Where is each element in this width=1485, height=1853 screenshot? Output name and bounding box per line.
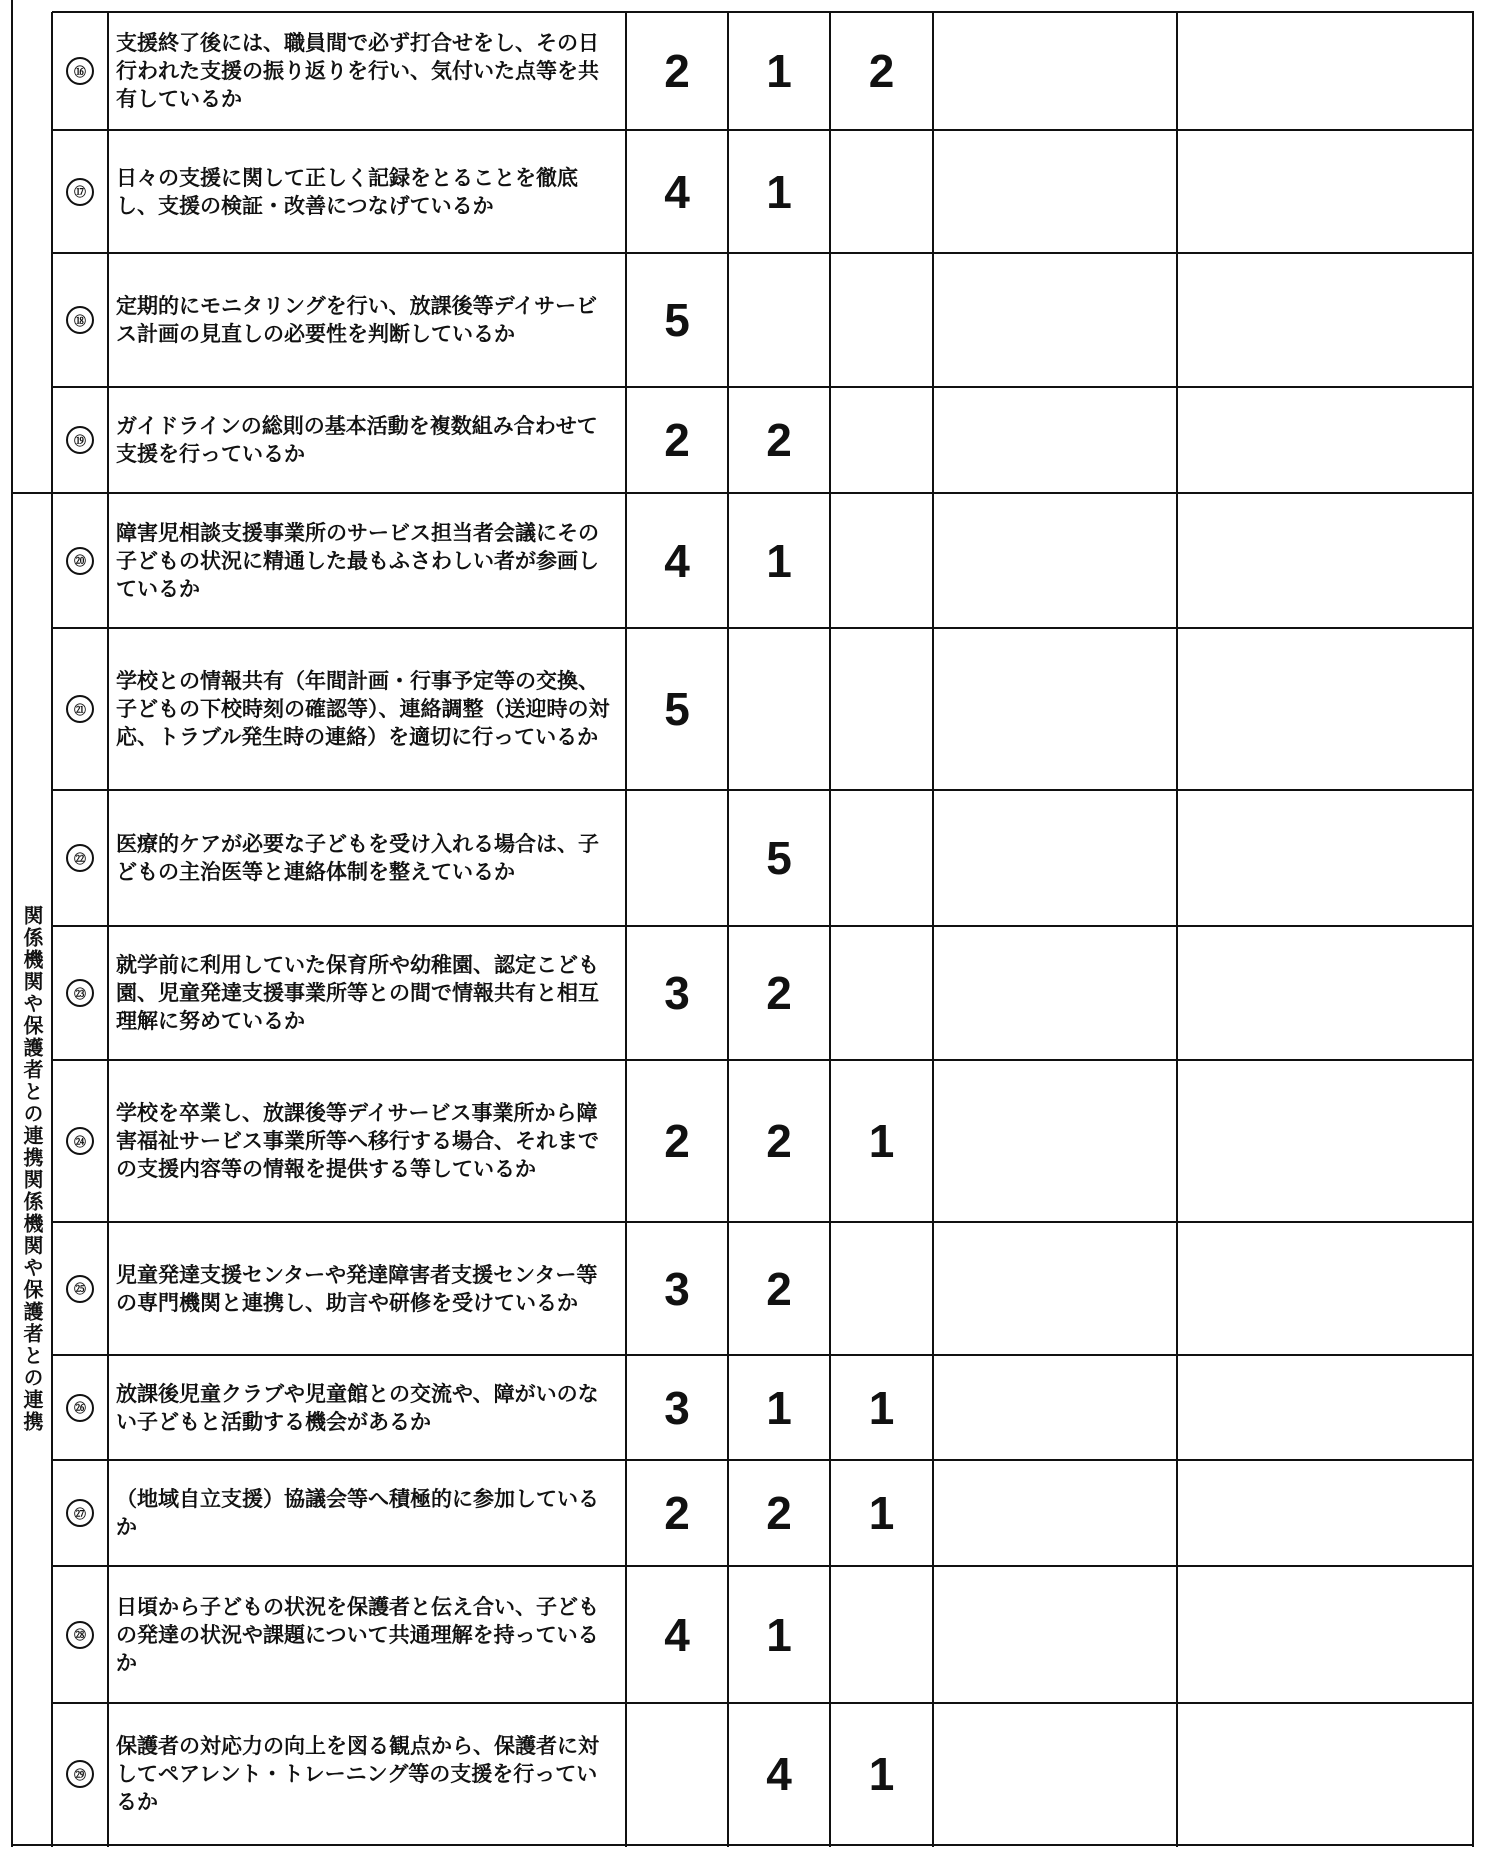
response-count-1: [626, 790, 728, 926]
improvement-cell: [1177, 387, 1473, 493]
response-count-2: 2: [766, 1262, 792, 1315]
response-count-2: [728, 253, 830, 387]
analysis-cell: [933, 1222, 1177, 1355]
analysis-cell: [933, 130, 1177, 253]
improvement-cell: [1177, 130, 1473, 253]
grid-hline: [12, 492, 52, 494]
grid-hline: [52, 789, 1474, 791]
question-text: （地域自立支援）協議会等へ積極的に参加しているか: [116, 1487, 599, 1539]
question-text: 放課後児童クラブや児童館との交流や、障がいのない子どもと活動する機会があるか: [116, 1381, 599, 1434]
grid-hline: [52, 1059, 1474, 1061]
grid-vline: [625, 12, 627, 1847]
row-number-cell: [52, 12, 108, 130]
improvement-cell: [1177, 12, 1473, 130]
question-text: ガイドラインの総則の基本活動を複数組み合わせて支援を行っているか: [116, 414, 598, 466]
grid-vline: [932, 12, 934, 1847]
grid-hline: [52, 1565, 1474, 1567]
row-number: ㉔: [66, 1127, 94, 1155]
improvement-cell: [1177, 790, 1473, 926]
question-text-cell: [108, 1703, 626, 1845]
row-number: ⑳: [66, 547, 94, 575]
response-count-3: 2: [868, 45, 895, 97]
question-text-cell: [108, 790, 626, 926]
question-text-cell: [108, 1460, 626, 1566]
grid-hline: [52, 1459, 1474, 1461]
response-count-1: 3: [664, 1262, 690, 1315]
analysis-cell: [933, 790, 1177, 926]
improvement-cell: [1177, 1566, 1473, 1703]
improvement-cell: [1177, 1060, 1473, 1222]
row-number-cell: [52, 253, 108, 387]
response-count-3: 1: [868, 1381, 895, 1434]
improvement-cell: [1177, 1460, 1473, 1566]
grid-hline: [52, 492, 1474, 494]
response-count-2: [728, 628, 830, 790]
row-number-cell: [52, 130, 108, 253]
response-count-3: [830, 493, 933, 628]
grid-vline: [11, 0, 13, 1847]
response-count-2: 1: [766, 165, 792, 218]
question-text-cell: [108, 1222, 626, 1355]
question-text-cell: [108, 253, 626, 387]
analysis-cell: [933, 1355, 1177, 1460]
question-text-cell: [108, 12, 626, 130]
grid-vline: [107, 12, 109, 1847]
analysis-cell: [933, 1566, 1177, 1703]
question-text-cell: [108, 926, 626, 1060]
improvement-cell: [1177, 1355, 1473, 1460]
response-count-3: [830, 790, 933, 926]
question-text-cell: [108, 1566, 626, 1703]
row-number-cell: [52, 1355, 108, 1460]
grid-hline: [52, 386, 1474, 388]
response-count-1: 3: [664, 1381, 690, 1434]
row-number-cell: [52, 1060, 108, 1222]
question-text: 児童発達支援センターや発達障害者支援センター等の専門機関と連携し、助言や研修を受けているか: [116, 1262, 598, 1315]
question-text: 就学前に利用していた保育所や幼稚園、認定こども園、児童発達支援事業所等との間で情報共有と相互理解に努めているか: [116, 953, 599, 1033]
response-count-2: 2: [766, 414, 792, 466]
response-count-3: [830, 130, 933, 253]
response-count-1: 2: [664, 1115, 690, 1167]
improvement-cell: [1177, 926, 1473, 1060]
row-number: ㉗: [66, 1499, 94, 1527]
improvement-cell: [1177, 628, 1473, 790]
question-text: 保護者の対応力の向上を図る観点から、保護者に対してペアレント・トレーニング等の支援を行っているか: [116, 1734, 599, 1814]
response-count-2: 1: [766, 534, 792, 587]
category-label-cell: [12, 493, 52, 1845]
row-number-cell: [52, 1703, 108, 1845]
question-text: 障害児相談支援事業所のサービス担当者会議にその子どもの状況に精通した最もふさわしい者が参画しているか: [116, 520, 599, 601]
analysis-cell: [933, 387, 1177, 493]
row-number-cell: [52, 1222, 108, 1355]
response-count-2: 4: [766, 1748, 792, 1800]
grid-hline: [52, 252, 1474, 254]
question-text: 定期的にモニタリングを行い、放課後等デイサービス計画の見直しの必要性を判断しているか: [116, 294, 598, 346]
question-text-cell: [108, 130, 626, 253]
row-number-cell: [52, 926, 108, 1060]
row-number: ⑱: [66, 306, 94, 334]
question-text: 日々の支援に関して正しく記録をとることを徹底し、支援の検証・改善につなげているか: [116, 165, 578, 218]
improvement-cell: [1177, 253, 1473, 387]
analysis-cell: [933, 1703, 1177, 1845]
question-text-cell: [108, 628, 626, 790]
row-number-cell: [52, 628, 108, 790]
response-count-3: 1: [868, 1115, 895, 1167]
improvement-cell: [1177, 493, 1473, 628]
grid-hline: [52, 1354, 1474, 1356]
grid-hline: [52, 129, 1474, 131]
question-text: 学校との情報共有（年間計画・行事予定等の交換、子どもの下校時刻の確認等）、連絡調整（送迎時の対応、トラブル発生時の連絡）を適切に行っているか: [116, 669, 610, 749]
row-number: ⑲: [66, 426, 94, 454]
analysis-cell: [933, 493, 1177, 628]
response-count-3: [830, 628, 933, 790]
grid-vline: [1472, 12, 1474, 1847]
row-number: ⑯: [66, 57, 94, 85]
response-count-2: 1: [766, 45, 792, 97]
response-count-3: [830, 1566, 933, 1703]
response-count-1: 3: [664, 967, 690, 1019]
question-text: 医療的ケアが必要な子どもを受け入れる場合は、子どもの主治医等と連絡体制を整えているか: [116, 832, 599, 884]
row-number-cell: [52, 1460, 108, 1566]
response-count-2: 1: [766, 1381, 792, 1434]
grid-hline: [52, 627, 1474, 629]
row-number-cell: [52, 790, 108, 926]
response-count-3: [830, 253, 933, 387]
response-count-3: [830, 1222, 933, 1355]
grid-vline: [51, 12, 53, 1847]
question-text: 学校を卒業し、放課後等デイサービス事業所から障害福祉サービス事業所等へ移行する場合、それまでの支援内容等の情報を提供する等しているか: [116, 1101, 599, 1181]
response-count-1: [626, 1703, 728, 1845]
response-count-1: 4: [664, 165, 690, 218]
response-count-3: 1: [868, 1487, 895, 1539]
question-text: 日頃から子どもの状況を保護者と伝え合い、子どもの発達の状況や課題について共通理解を持っているか: [116, 1594, 599, 1675]
grid-vline: [1176, 12, 1178, 1847]
row-number: ㉙: [66, 1760, 94, 1788]
grid-hline: [52, 1844, 1474, 1846]
response-count-3: 1: [868, 1748, 895, 1800]
question-text-cell: [108, 387, 626, 493]
row-number-cell: [52, 493, 108, 628]
response-count-1: 4: [664, 1608, 690, 1661]
row-number: ㉕: [66, 1275, 94, 1303]
response-count-1: 5: [664, 294, 690, 346]
analysis-cell: [933, 1460, 1177, 1566]
question-text-cell: [108, 1355, 626, 1460]
question-text-cell: [108, 493, 626, 628]
grid-vline: [829, 12, 831, 1847]
response-count-2: 2: [766, 1115, 792, 1167]
response-count-2: 1: [766, 1608, 792, 1661]
response-count-3: [830, 926, 933, 1060]
analysis-cell: [933, 1060, 1177, 1222]
row-number-cell: [52, 1566, 108, 1703]
response-count-1: 2: [664, 45, 690, 97]
row-number-cell: [52, 387, 108, 493]
question-text-cell: [108, 1060, 626, 1222]
grid-hline: [52, 925, 1474, 927]
response-count-2: 2: [766, 967, 792, 1019]
row-number: ⑰: [66, 178, 94, 206]
analysis-cell: [933, 926, 1177, 1060]
analysis-cell: [933, 628, 1177, 790]
response-count-1: 5: [664, 683, 690, 735]
response-count-3: [830, 387, 933, 493]
response-count-1: 2: [664, 414, 690, 466]
row-number: ㉑: [66, 695, 94, 723]
row-number: ㉒: [66, 844, 94, 872]
category-label: 関係機関や保護者との連携関係機関や保護者との連携: [20, 905, 44, 1433]
row-number: ㉖: [66, 1394, 94, 1422]
question-text: 支援終了後には、職員間で必ず打合せをし、その日行われた支援の振り返りを行い、気付いた点等を共有しているか: [116, 31, 599, 111]
response-count-2: 5: [766, 832, 792, 884]
analysis-cell: [933, 12, 1177, 130]
improvement-cell: [1177, 1222, 1473, 1355]
grid-vline: [727, 12, 729, 1847]
grid-hline: [52, 11, 1474, 13]
response-count-2: 2: [766, 1487, 792, 1539]
response-count-1: 4: [664, 534, 690, 587]
grid-hline: [52, 1221, 1474, 1223]
grid-hline: [52, 1702, 1474, 1704]
analysis-cell: [933, 253, 1177, 387]
grid-hline: [12, 1844, 52, 1846]
row-number: ㉓: [66, 979, 94, 1007]
row-number: ㉘: [66, 1621, 94, 1649]
response-count-1: 2: [664, 1487, 690, 1539]
improvement-cell: [1177, 1703, 1473, 1845]
